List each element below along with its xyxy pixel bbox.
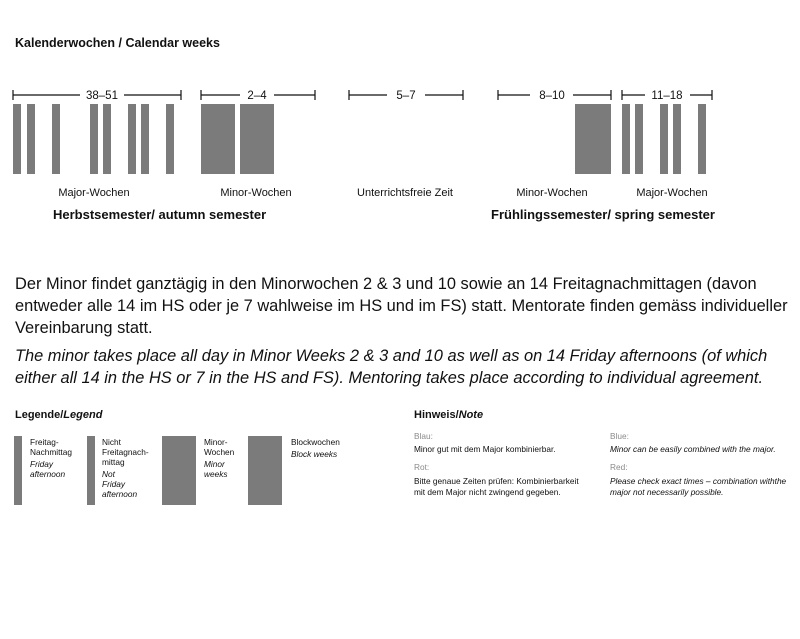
range-label-8-10: 8–10 [539,90,565,102]
legend-item-not-friday-afternoon: Nicht Freitagnach- mittag Not Friday afternoon [102,437,149,499]
week-bar-minor-week [240,104,274,174]
week-bar-friday-afternoon [698,104,706,174]
page-title: Kalenderwochen / Calendar weeks [15,36,220,50]
week-bar-minor-week [201,104,235,174]
sublabel-minor-autumn: Minor-Wochen [220,187,292,199]
sublabel-major-spring: Major-Wochen [636,187,708,199]
description-german: Der Minor findet ganztägig in den Minorwochen 2 & 3 und 10 sowie an 14 Freitagnachmittagen (davon entweder alle 14 im HS oder je 7 wahlweise im HS und im FS) statt. Mentorate finden gemäss individueller Vereinbarung statt. [15,275,788,337]
week-bar-friday-afternoon [660,104,668,174]
semester-autumn: Herbstsemester/ autumn semester [53,207,267,222]
week-bar-friday-afternoon [52,104,60,174]
note-red-label-de: Rot: [414,462,430,472]
week-bar-friday-afternoon [141,104,149,174]
week-bar-friday-afternoon [27,104,35,174]
week-bar-friday-afternoon [103,104,111,174]
legend-item-friday-afternoon: Freitag- Nachmittag Friday afternoon [30,437,72,479]
note-red-text-en: Please check exact times – combination withthe major not necessarily possible. [610,476,787,497]
description-english: The minor takes place all day in Minor Weeks 2 & 3 and 10 as well as on 14 Friday afternoons (of which either all 14 in the HS or 7 in the HS and FS). Mentoring takes place according to individual agreement. [15,347,768,387]
legend-swatch-friday-afternoon [14,436,22,505]
note-blue-text-de: Minor gut mit dem Major kombinierbar. [414,444,556,454]
range-label-11-18: 11–18 [651,90,683,102]
legend-heading: Legende/Legend [15,409,103,421]
range-label-38-51: 38–51 [86,90,118,102]
note-red-label-en: Red: [610,462,628,472]
week-bar-friday-afternoon [635,104,643,174]
legend-swatch-minor-weeks [162,436,196,505]
week-bar-friday-afternoon [128,104,136,174]
week-bar-friday-afternoon [622,104,630,174]
week-bar-friday-afternoon [166,104,174,174]
sublabel-minor-spring: Minor-Wochen [516,187,588,199]
sublabel-major-autumn: Major-Wochen [58,187,130,199]
sublabel-free-time: Unterrichtsfreie Zeit [357,187,453,199]
legend-swatch-not-friday-afternoon [87,436,95,505]
week-bar-friday-afternoon [13,104,21,174]
semester-spring: Frühlingssemester/ spring semester [491,207,715,222]
legend-item-block-weeks: Blockwochen Block weeks [291,437,340,459]
range-label-2-4: 2–4 [247,90,267,102]
note-blue-label-en: Blue: [610,431,629,441]
range-label-5-7: 5–7 [396,90,416,102]
week-bar-friday-afternoon [673,104,681,174]
legend-swatch-block-weeks [248,436,282,505]
note-blue-text-en: Minor can be easily combined with the major. [610,444,776,454]
week-bar-minor-week [575,104,611,174]
note-red-text-de: Bitte genaue Zeiten prüfen: Kombinierbarkeit mit dem Major nicht zwingend gegeben. [414,476,579,497]
week-bar-friday-afternoon [90,104,98,174]
timeline [0,80,800,180]
note-blue-label-de: Blau: [414,431,433,441]
legend-item-minor-weeks: Minor- Wochen Minor weeks [204,437,235,479]
note-heading: Hinweis/Note [414,409,484,421]
